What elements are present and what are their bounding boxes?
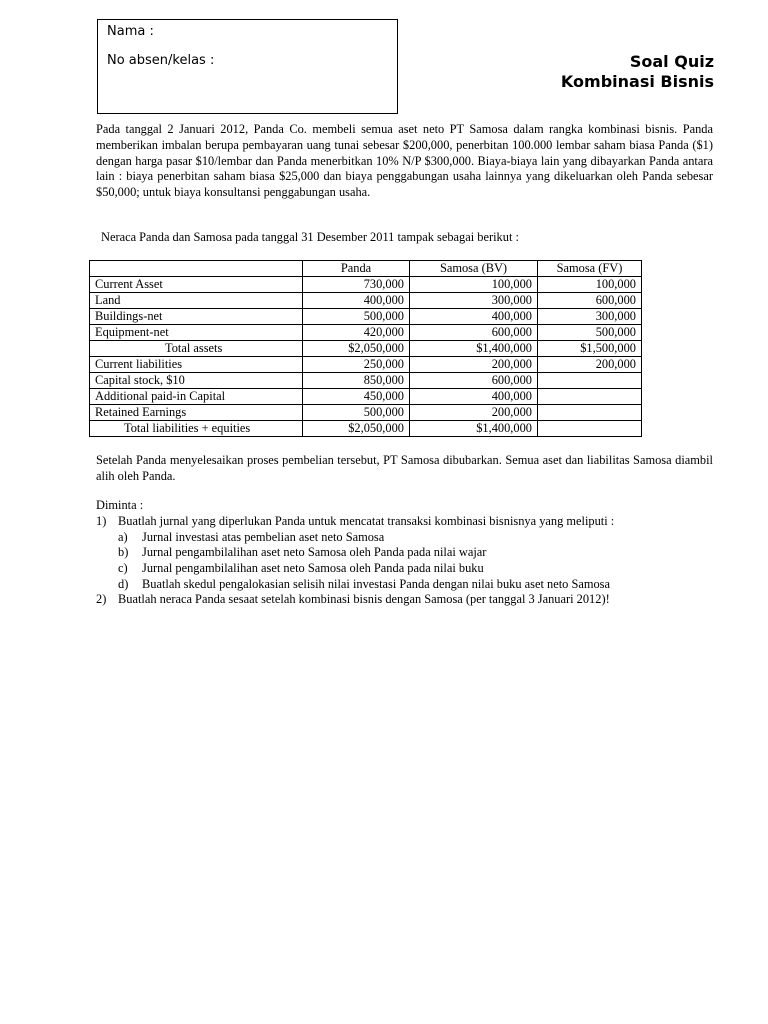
cell-samosa-bv: 600,000 [410, 373, 538, 389]
cell-samosa-fv: 500,000 [538, 325, 642, 341]
table-row [90, 277, 642, 293]
balance-table [89, 260, 642, 437]
cell-panda: 850,000 [303, 373, 410, 389]
row-label: Retained Earnings [90, 405, 303, 421]
table-row [90, 293, 642, 309]
cell-samosa-fv [538, 405, 642, 421]
table-row [90, 325, 642, 341]
cell-samosa-bv: 600,000 [410, 325, 538, 341]
cell-samosa-fv [538, 421, 642, 437]
list-item [96, 577, 736, 593]
list-item [96, 561, 736, 577]
intro-paragraph: Pada tanggal 2 Januari 2012, Panda Co. membeli semua aset neto PT Samosa dalam rangka kombinasi bisnis. Panda memberikan imbalan berupa pembayaran uang tunai sebesar $200,000, penerbitan 100.000 lembar saham biasa Panda ($1) dengan harga pasar $10/lembar dan Panda menerbitkan 10% N/P $300,000. Biaya-biaya lain yang dibayarkan Panda antara lain : biaya penerbitan saham biasa $25,000 dan biaya penggabungan usaha lainnya yang dikeluarkan oleh Panda sebesar $50,000; untuk biaya konsultansi penggabungan usaha. [96, 122, 713, 200]
item-text: Jurnal pengambilalihan aset neto Samosa oleh Panda pada nilai wajar [142, 545, 487, 560]
absen-kelas-label: No absen/kelas : [107, 53, 215, 68]
cell-samosa-bv: 400,000 [410, 389, 538, 405]
table-row [90, 309, 642, 325]
item-number: 2) [96, 592, 107, 607]
cell-samosa-bv: 200,000 [410, 405, 538, 421]
cell-samosa-bv: $1,400,000 [410, 421, 538, 437]
table-row [90, 357, 642, 373]
item-text: Jurnal investasi atas pembelian aset neto Samosa [142, 529, 385, 544]
list-item [96, 530, 736, 546]
row-label: Total liabilities + equities [90, 421, 303, 437]
cell-panda: 450,000 [303, 389, 410, 405]
cell-samosa-bv: 300,000 [410, 293, 538, 309]
item-text: Jurnal pengambilalihan aset neto Samosa oleh Panda pada nilai buku [142, 561, 484, 576]
header-cell [90, 261, 303, 277]
cell-samosa-bv: $1,400,000 [410, 341, 538, 357]
cell-samosa-bv: 200,000 [410, 357, 538, 373]
list-item [96, 514, 736, 530]
row-label: Current Asset [90, 277, 303, 293]
list-item [96, 592, 736, 608]
cell-panda: 250,000 [303, 357, 410, 373]
table-row-total-liabilities-equities [90, 421, 642, 437]
row-label: Capital stock, $10 [90, 373, 303, 389]
cell-panda: 420,000 [303, 325, 410, 341]
row-label: Equipment-net [90, 325, 303, 341]
task-list [96, 514, 736, 608]
table-row [90, 389, 642, 405]
nama-label: Nama : [107, 24, 154, 39]
title-line-2: Kombinasi Bisnis [560, 72, 714, 91]
cell-samosa-fv [538, 373, 642, 389]
cell-panda: 730,000 [303, 277, 410, 293]
header-cell-samosa-fv: Samosa (FV) [538, 261, 642, 277]
cell-samosa-fv: 600,000 [538, 293, 642, 309]
cell-panda: $2,050,000 [303, 341, 410, 357]
row-label: Additional paid-in Capital [90, 389, 303, 405]
cell-panda: 500,000 [303, 309, 410, 325]
item-number: d) [118, 576, 129, 591]
item-number: c) [118, 561, 128, 576]
table-header-row [90, 261, 642, 277]
cell-samosa-fv: 100,000 [538, 277, 642, 293]
cell-samosa-bv: 400,000 [410, 309, 538, 325]
neraca-intro: Neraca Panda dan Samosa pada tanggal 31 Desember 2011 tampak sebagai berikut : [101, 230, 519, 244]
cell-samosa-bv: 100,000 [410, 277, 538, 293]
item-number: 1) [96, 514, 107, 528]
cell-panda: 400,000 [303, 293, 410, 309]
table-row [90, 373, 642, 389]
row-label: Land [90, 293, 303, 309]
row-label: Total assets [90, 341, 303, 357]
row-label: Buildings-net [90, 309, 303, 325]
header-cell-samosa-bv: Samosa (BV) [410, 261, 538, 277]
item-text: Buatlah jurnal yang diperlukan Panda untuk mencatat transaksi kombinasi bisnisnya yang meliputi : [118, 514, 615, 528]
item-text: Buatlah neraca Panda sesaat setelah kombinasi bisnis dengan Samosa (per tanggal 3 Januari 2012)! [118, 592, 610, 607]
title-line-1: Soal Quiz [629, 52, 714, 71]
cell-samosa-fv: $1,500,000 [538, 341, 642, 357]
cell-samosa-fv: 200,000 [538, 357, 642, 373]
cell-samosa-fv: 300,000 [538, 309, 642, 325]
cell-samosa-fv [538, 389, 642, 405]
cell-panda: $2,050,000 [303, 421, 410, 437]
row-label: Current liabilities [90, 357, 303, 373]
page-title [561, 52, 714, 92]
item-number: a) [118, 529, 128, 544]
diminta-label: Diminta : [96, 498, 144, 512]
table-row-total-assets [90, 341, 642, 357]
table-row [90, 405, 642, 421]
cell-panda: 500,000 [303, 405, 410, 421]
after-paragraph: Setelah Panda menyelesaikan proses pembelian tersebut, PT Samosa dibubarkan. Semua aset dan liabilitas Samosa diambil alih oleh Panda. [96, 453, 713, 483]
identity-box [97, 19, 398, 114]
item-text: Buatlah skedul pengalokasian selisih nilai investasi Panda dengan nilai buku aset neto Samosa [142, 576, 610, 591]
header-cell-panda: Panda [303, 261, 410, 277]
item-number: b) [118, 545, 129, 560]
list-item [96, 545, 736, 561]
